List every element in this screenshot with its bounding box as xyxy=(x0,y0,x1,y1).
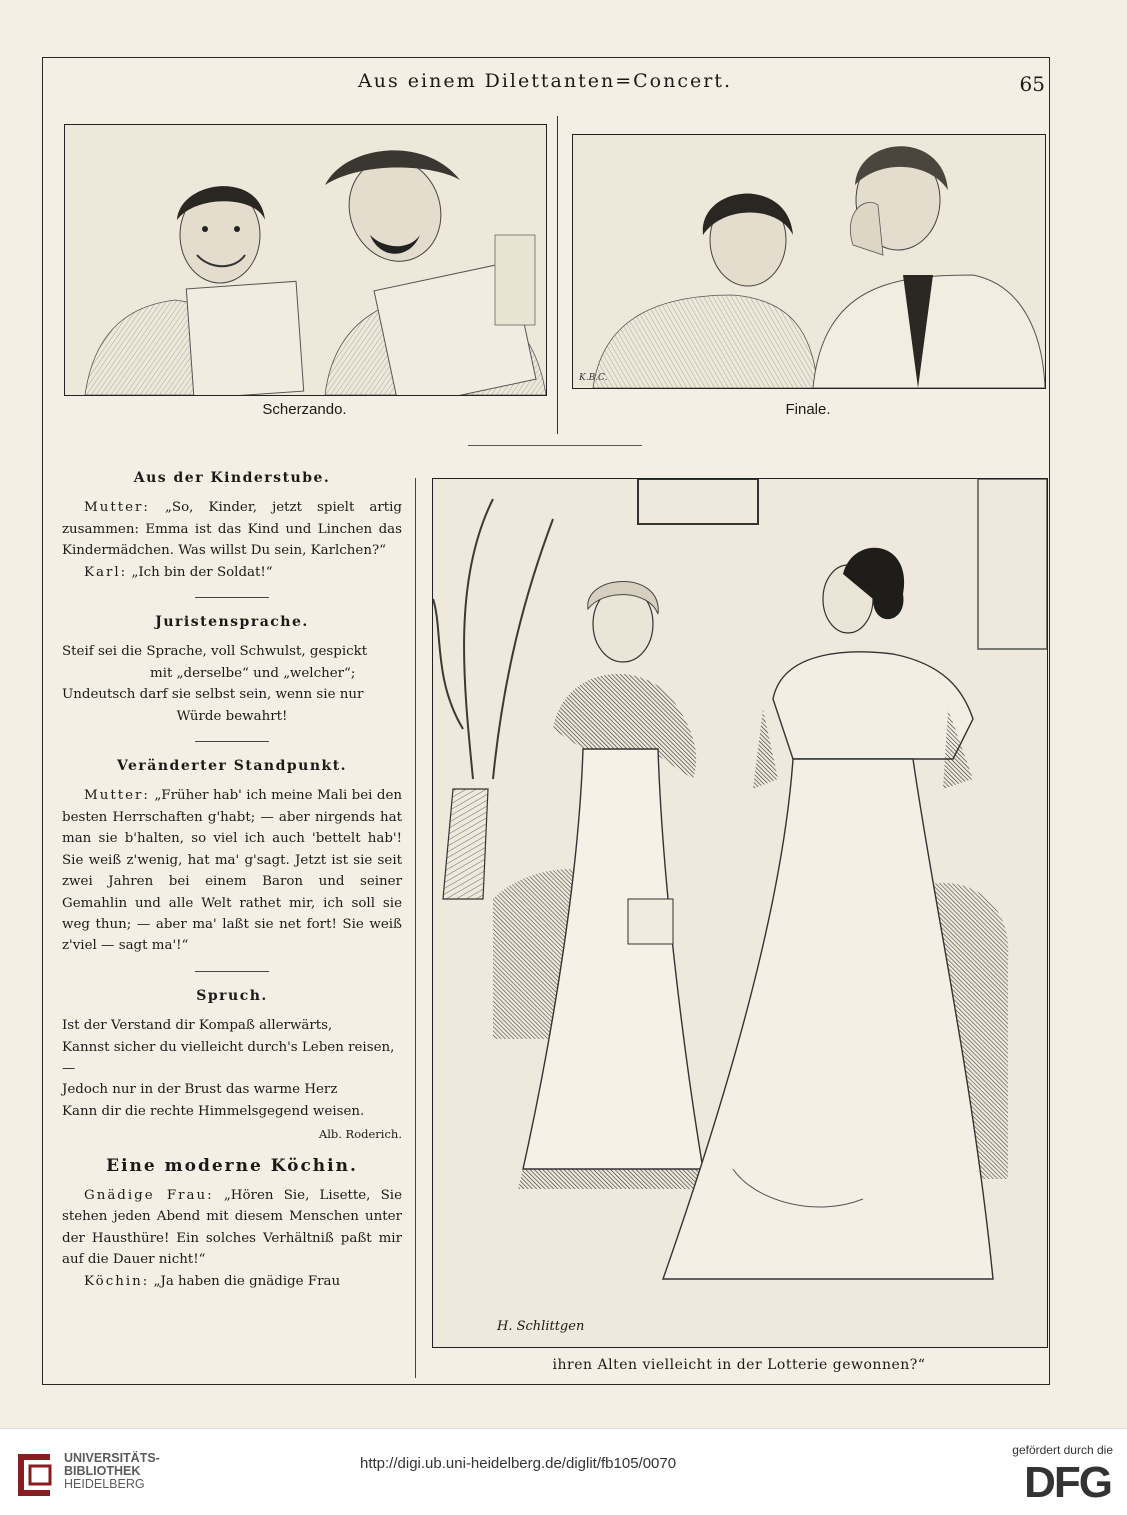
artist-signature: H. Schlittgen xyxy=(497,1319,585,1334)
separator-rule xyxy=(195,741,269,742)
koechin-title: Eine moderne Köchin. xyxy=(106,1155,358,1176)
illustration-maid-and-lady xyxy=(432,478,1048,1348)
permalink-url[interactable]: http://digi.ub.uni-heidelberg.de/diglit/fb105/0070 xyxy=(360,1455,677,1472)
speaker-gnaedige-frau: Gnädige Frau: xyxy=(84,1187,214,1203)
section-standpunkt xyxy=(62,756,402,957)
dfg-logo: DFG xyxy=(1024,1458,1111,1507)
section-koechin xyxy=(62,1156,402,1292)
illustration-finale xyxy=(572,134,1046,389)
speaker-mutter: Mutter: xyxy=(84,788,150,804)
spruch-line4: Kann dir die rechte Himmelsgegend weisen. xyxy=(62,1103,365,1119)
kinderstube-text: „So, Kinder, jetzt spielt artig zusammen: Emma ist das Kind und Linchen das Kindermädchen. Was willst Du sein, Karlchen?“ xyxy=(62,500,402,559)
juristen-line1: Steif sei die Sprache, voll Schwulst, gespickt xyxy=(62,644,368,660)
university-library-logo-icon xyxy=(14,1452,54,1498)
section-juristen xyxy=(62,612,402,727)
speaker-koechin: Köchin: xyxy=(84,1273,150,1289)
big-illustration-caption: ihren Alten vielleicht in der Lotterie gewonnen?“ xyxy=(552,1357,926,1373)
spruch-line3: Jedoch nur in der Brust das warme Herz xyxy=(62,1082,338,1098)
spruch-line2: Kannst sicher du vielleicht durch's Leben reisen, — xyxy=(62,1039,395,1076)
separator-rule xyxy=(195,597,269,598)
illustration-scherzando xyxy=(64,124,547,396)
separator-rule xyxy=(195,971,269,972)
standpunkt-text: „Früher hab' ich meine Mali bei den besten Herrschaften g'habt; — aber nirgends hat man sie b'halten, so viel ich auch 'bettelt hab'! Sie weiß z'wenig, hat ma' g'sagt. Jetzt ist sie seit zwei Jahren bei einem Baron und seiner Gemahlin und alle Welt rathet mir, ich soll sie weg thun; — aber ma' laßt sie net fort! Sie weiß z'viel — sagt ma'!“ xyxy=(62,788,403,954)
finale-monogram: K.B.C. xyxy=(579,373,608,383)
page-number: 65 xyxy=(1019,72,1045,96)
library-name xyxy=(64,1452,160,1491)
caption-finale: Finale. xyxy=(785,401,831,418)
juristen-line3: Undeutsch darf sie selbst sein, wenn sie nur xyxy=(62,687,364,703)
koechin-reply: „Ja haben die gnädige Frau xyxy=(153,1273,341,1289)
finale-drawing xyxy=(573,135,1045,388)
running-title: Aus einem Dilettanten=Concert. xyxy=(358,70,732,92)
spruch-title: Spruch. xyxy=(196,987,268,1004)
koechin-text: „Hören Sie, Lisette, Sie stehen jeden Abend mit diesem Menschen unter der Hausthüre! Ein solches Verhältniß paßt mir auf die Dauer nicht!“ xyxy=(62,1187,403,1268)
juristen-title: Juristensprache. xyxy=(155,614,309,631)
juristen-line4: Würde bewahrt! xyxy=(176,708,288,724)
funding-text: gefördert durch die xyxy=(1012,1443,1113,1457)
column-divider xyxy=(415,478,416,1378)
speaker-mutter: Mutter: xyxy=(84,500,150,516)
karl-text: „Ich bin der Soldat!“ xyxy=(131,564,273,580)
juristen-line2: mit „derselbe“ und „welcher“; xyxy=(150,665,356,681)
caption-scherzando: Scherzando. xyxy=(262,401,347,418)
column-divider xyxy=(557,116,558,434)
standpunkt-title: Veränderter Standpunkt. xyxy=(116,758,348,775)
speaker-karl: Karl: xyxy=(84,564,128,580)
section-kinderstube xyxy=(62,468,402,583)
spruch-author: Alb. Roderich. xyxy=(318,1127,402,1142)
library-line2: BIBLIOTHEK xyxy=(64,1464,141,1478)
scherzando-drawing xyxy=(65,125,546,395)
maid-and-lady-drawing xyxy=(433,479,1047,1347)
kinderstube-title: Aus der Kinderstube. xyxy=(133,470,331,486)
library-line1: UNIVERSITÄTS- xyxy=(64,1451,160,1465)
section-spruch xyxy=(62,986,402,1146)
text-column xyxy=(62,468,402,1292)
section-rule xyxy=(468,445,642,446)
library-line3: HEIDELBERG xyxy=(64,1477,145,1491)
spruch-line1: Ist der Verstand dir Kompaß allerwärts, xyxy=(62,1018,333,1034)
